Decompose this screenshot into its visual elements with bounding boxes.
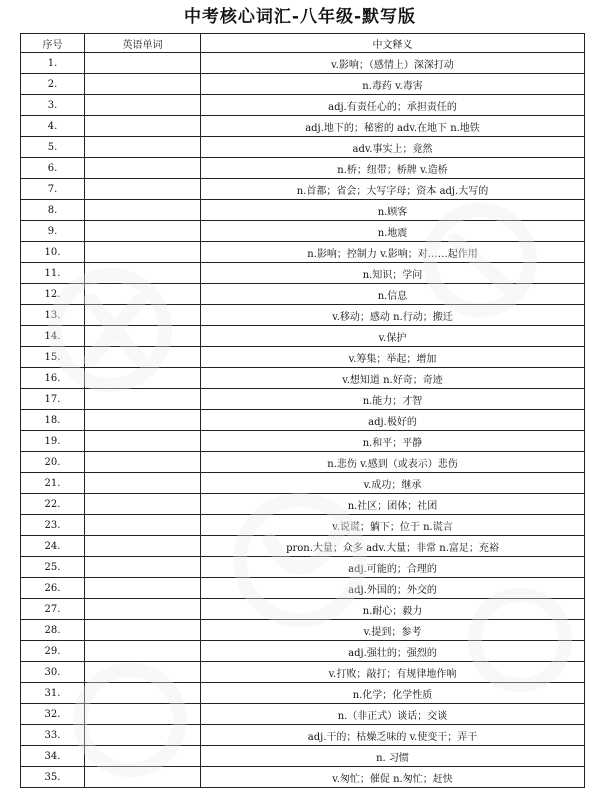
row-number: 30.: [21, 662, 85, 683]
table-row: [21, 767, 585, 788]
row-number: 19.: [21, 431, 85, 452]
chinese-definition: n.社区；团体；社团: [201, 494, 585, 515]
english-word-blank[interactable]: [85, 536, 201, 557]
english-word-blank[interactable]: [85, 599, 201, 620]
table-row: [21, 263, 585, 284]
table-row: [21, 746, 585, 767]
row-number: 25.: [21, 557, 85, 578]
english-word-blank[interactable]: [85, 389, 201, 410]
english-word-blank[interactable]: [85, 641, 201, 662]
table-row: [21, 515, 585, 536]
chinese-definition: n.（非正式）谈话；交谈: [201, 704, 585, 725]
english-word-blank[interactable]: [85, 431, 201, 452]
chinese-definition: n.知识；学问: [201, 263, 585, 284]
english-word-blank[interactable]: [85, 242, 201, 263]
chinese-definition: adj.外国的；外交的: [201, 578, 585, 599]
table-row: [21, 431, 585, 452]
row-number: 23.: [21, 515, 85, 536]
row-number: 24.: [21, 536, 85, 557]
table-row: [21, 347, 585, 368]
english-word-blank[interactable]: [85, 158, 201, 179]
table-row: [21, 683, 585, 704]
english-word-blank[interactable]: [85, 200, 201, 221]
english-word-blank[interactable]: [85, 305, 201, 326]
chinese-definition: v.说谎；躺下；位于 n.谎言: [201, 515, 585, 536]
row-number: 1.: [21, 53, 85, 74]
row-number: 6.: [21, 158, 85, 179]
row-number: 11.: [21, 263, 85, 284]
table-row: [21, 284, 585, 305]
table-row: [21, 53, 585, 74]
chinese-definition: adj.干的；枯燥乏味的 v.使变干；弄干: [201, 725, 585, 746]
chinese-definition: v.筹集；举起；增加: [201, 347, 585, 368]
english-word-blank[interactable]: [85, 767, 201, 788]
chinese-definition: n.悲伤 v.感到（或表示）悲伤: [201, 452, 585, 473]
table-row: [21, 536, 585, 557]
table-row: [21, 620, 585, 641]
table-row: [21, 599, 585, 620]
table-row: [21, 704, 585, 725]
row-number: 18.: [21, 410, 85, 431]
row-number: 8.: [21, 200, 85, 221]
row-number: 14.: [21, 326, 85, 347]
english-word-blank[interactable]: [85, 221, 201, 242]
chinese-definition: n.耐心；毅力: [201, 599, 585, 620]
row-number: 26.: [21, 578, 85, 599]
english-word-blank[interactable]: [85, 326, 201, 347]
chinese-definition: n.桥；纽带；桥牌 v.造桥: [201, 158, 585, 179]
row-number: 3.: [21, 95, 85, 116]
table-row: [21, 200, 585, 221]
english-word-blank[interactable]: [85, 620, 201, 641]
english-word-blank[interactable]: [85, 725, 201, 746]
chinese-definition: adj.有责任心的；承担责任的: [201, 95, 585, 116]
chinese-definition: v.想知道 n.好奇；奇迹: [201, 368, 585, 389]
english-word-blank[interactable]: [85, 494, 201, 515]
english-word-blank[interactable]: [85, 515, 201, 536]
row-number: 7.: [21, 179, 85, 200]
row-number: 15.: [21, 347, 85, 368]
chinese-definition: adj.可能的；合理的: [201, 557, 585, 578]
table-row: [21, 242, 585, 263]
english-word-blank[interactable]: [85, 410, 201, 431]
vocabulary-table: [20, 33, 585, 788]
table-row: [21, 116, 585, 137]
english-word-blank[interactable]: [85, 116, 201, 137]
row-number: 29.: [21, 641, 85, 662]
table-row: [21, 662, 585, 683]
table-row: [21, 389, 585, 410]
row-number: 13.: [21, 305, 85, 326]
header-chinese: 中文释义: [201, 34, 585, 53]
row-number: 20.: [21, 452, 85, 473]
row-number: 32.: [21, 704, 85, 725]
table-row: [21, 305, 585, 326]
table-row: [21, 410, 585, 431]
table-row: [21, 326, 585, 347]
english-word-blank[interactable]: [85, 137, 201, 158]
table-row: [21, 452, 585, 473]
chinese-definition: v.打败；敲打；有规律地作响: [201, 662, 585, 683]
chinese-definition: adj.地下的；秘密的 adv.在地下 n.地铁: [201, 116, 585, 137]
table-row: [21, 557, 585, 578]
row-number: 28.: [21, 620, 85, 641]
english-word-blank[interactable]: [85, 683, 201, 704]
row-number: 35.: [21, 767, 85, 788]
row-number: 17.: [21, 389, 85, 410]
row-number: 12.: [21, 284, 85, 305]
row-number: 5.: [21, 137, 85, 158]
english-word-blank[interactable]: [85, 53, 201, 74]
table-row: [21, 137, 585, 158]
chinese-definition: v.保护: [201, 326, 585, 347]
english-word-blank[interactable]: [85, 179, 201, 200]
english-word-blank[interactable]: [85, 368, 201, 389]
page-title: 中考核心词汇-八年级-默写版: [183, 7, 417, 27]
row-number: 27.: [21, 599, 85, 620]
row-number: 34.: [21, 746, 85, 767]
table-row: [21, 368, 585, 389]
english-word-blank[interactable]: [85, 284, 201, 305]
row-number: 9.: [21, 221, 85, 242]
chinese-definition: n.地震: [201, 221, 585, 242]
header-number: 序号: [21, 34, 85, 53]
chinese-definition: n. 习惯: [201, 746, 585, 767]
english-word-blank[interactable]: [85, 74, 201, 95]
chinese-definition: n.影响；控制力 v.影响；对……起作用: [201, 242, 585, 263]
chinese-definition: n.信息: [201, 284, 585, 305]
english-word-blank[interactable]: [85, 557, 201, 578]
english-word-blank[interactable]: [85, 473, 201, 494]
table-row: [21, 158, 585, 179]
chinese-definition: v.提到；参考: [201, 620, 585, 641]
english-word-blank[interactable]: [85, 746, 201, 767]
table-row: [21, 179, 585, 200]
english-word-blank[interactable]: [85, 95, 201, 116]
table-row: [21, 725, 585, 746]
chinese-definition: n.毒药 v.毒害: [201, 74, 585, 95]
table-row: [21, 95, 585, 116]
chinese-definition: v.匆忙；催促 n.匆忙；赶快: [201, 767, 585, 788]
row-number: 4.: [21, 116, 85, 137]
chinese-definition: v.成功；继承: [201, 473, 585, 494]
chinese-definition: n.能力；才智: [201, 389, 585, 410]
row-number: 16.: [21, 368, 85, 389]
table-row: [21, 221, 585, 242]
english-word-blank[interactable]: [85, 662, 201, 683]
row-number: 33.: [21, 725, 85, 746]
chinese-definition: n.顾客: [201, 200, 585, 221]
row-number: 2.: [21, 74, 85, 95]
table-header-row: [21, 34, 585, 53]
chinese-definition: adv.事实上；竟然: [201, 137, 585, 158]
chinese-definition: adj.强壮的；强烈的: [201, 641, 585, 662]
chinese-definition: v.影响；（感情上）深深打动: [201, 53, 585, 74]
header-english: 英语单词: [85, 34, 201, 53]
table-row: [21, 74, 585, 95]
table-body: [21, 53, 585, 788]
row-number: 21.: [21, 473, 85, 494]
chinese-definition: n.和平；平静: [201, 431, 585, 452]
row-number: 22.: [21, 494, 85, 515]
chinese-definition: v.移动；感动 n.行动；搬迁: [201, 305, 585, 326]
table-row: [21, 578, 585, 599]
english-word-blank[interactable]: [85, 704, 201, 725]
english-word-blank[interactable]: [85, 578, 201, 599]
chinese-definition: n.首都；省会；大写字母；资本 adj.大写的: [201, 179, 585, 200]
chinese-definition: n.化学；化学性质: [201, 683, 585, 704]
english-word-blank[interactable]: [85, 263, 201, 284]
table-row: [21, 473, 585, 494]
english-word-blank[interactable]: [85, 347, 201, 368]
english-word-blank[interactable]: [85, 452, 201, 473]
table-row: [21, 641, 585, 662]
table-row: [21, 494, 585, 515]
chinese-definition: pron.大量；众多 adv.大量；非常 n.富足；充裕: [201, 536, 585, 557]
chinese-definition: adj.极好的: [201, 410, 585, 431]
row-number: 10.: [21, 242, 85, 263]
row-number: 31.: [21, 683, 85, 704]
